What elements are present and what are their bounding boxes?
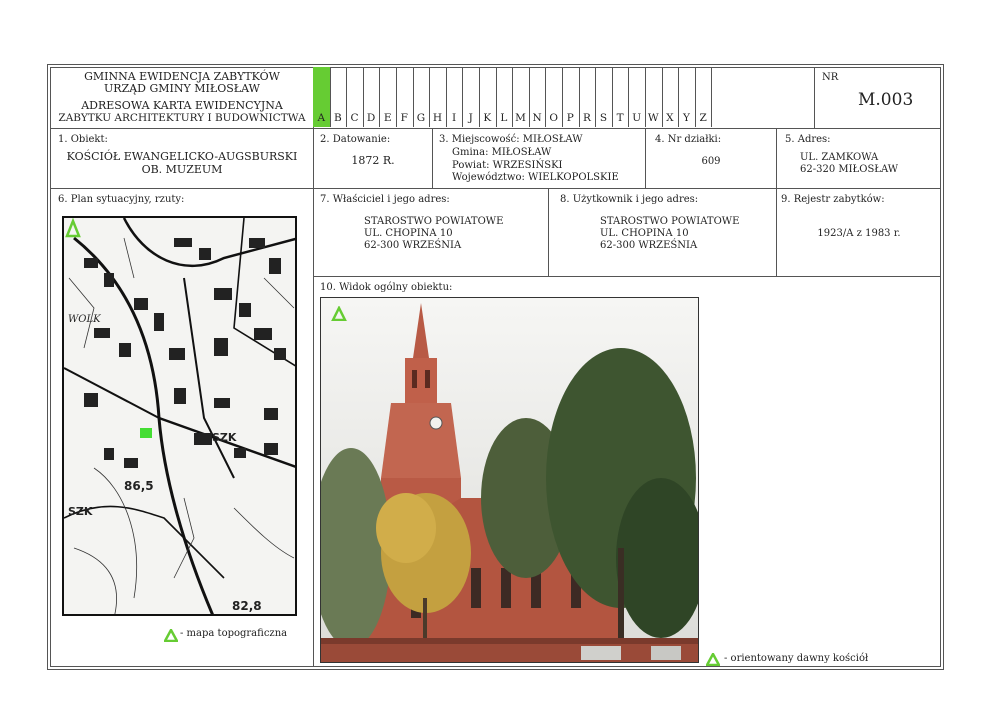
letter-label: J: [468, 112, 473, 124]
gmina-value: Gmina: MIŁOSŁAW: [452, 147, 552, 158]
col-divider-5: [548, 188, 549, 276]
nr-label: NR: [822, 72, 839, 83]
letter-index-w: [645, 67, 663, 127]
letter-label: E: [383, 112, 392, 124]
widok-label: 10. Widok ogólny obiektu:: [320, 282, 453, 293]
obiekt-line-1: KOŚCIÓŁ EWANGELICKO-AUGSBURSKI: [66, 150, 298, 163]
col-divider-2: [432, 128, 433, 188]
letter-index-k: [479, 67, 497, 127]
letter-index-p: [562, 67, 580, 127]
wlasciciel-line-1: STAROSTWO POWIATOWE: [364, 216, 504, 227]
dzialka-label: 4. Nr działki:: [655, 134, 722, 145]
letter-label: K: [483, 112, 492, 124]
letter-label: Z: [699, 112, 707, 124]
datowanie-label: 2. Datowanie:: [320, 134, 391, 145]
letter-label: A: [317, 112, 326, 124]
letter-index-n: [529, 67, 547, 127]
obiekt-label: 1. Obiekt:: [58, 134, 108, 145]
letter-label: I: [452, 112, 457, 124]
letter-label: B: [334, 112, 342, 124]
letter-label: Y: [683, 112, 690, 124]
letter-index-z: [695, 67, 713, 127]
letter-label: H: [432, 112, 443, 124]
letter-label: G: [416, 112, 426, 124]
letter-label: D: [366, 112, 376, 124]
rejestr-value: 1923/A z 1983 r.: [817, 228, 901, 239]
letter-index-g: [413, 67, 431, 127]
uzytkownik-line-1: STAROSTWO POWIATOWE: [600, 216, 740, 227]
letter-label: C: [350, 112, 359, 124]
map-legend-icon: [164, 627, 178, 640]
letter-index-s: [595, 67, 613, 127]
letter-label: W: [647, 112, 659, 124]
letter-index-h: [429, 67, 447, 127]
letter-index-l: [496, 67, 514, 127]
map-label-szk-2: SZK: [68, 505, 93, 518]
letter-index-e: [379, 67, 397, 127]
letter-index-c: [346, 67, 364, 127]
photo-legend-icon: [706, 651, 720, 664]
letter-label: U: [632, 112, 642, 124]
letter-index: [313, 67, 713, 127]
letter-label: F: [400, 112, 408, 124]
letter-index-f: [396, 67, 414, 127]
letter-index-a: [313, 67, 331, 127]
rejestr-label: 9. Rejestr zabytków:: [781, 194, 885, 205]
letter-label: X: [666, 112, 674, 124]
letter-label: S: [599, 112, 608, 124]
wlasciciel-label: 7. Właściciel i jego adres:: [320, 194, 450, 205]
adres-line-1: UL. ZAMKOWA: [800, 152, 879, 163]
header-line-1: GMINNA EWIDENCJA ZABYTKÓW: [84, 70, 280, 83]
letter-label: R: [582, 112, 591, 124]
letter-index-m: [512, 67, 530, 127]
letter-index-b: [330, 67, 348, 127]
letter-index-j: [462, 67, 480, 127]
uzytkownik-line-3: 62-300 WRZEŚNIA: [600, 240, 698, 251]
letter-index-i: [446, 67, 464, 127]
letter-label: P: [566, 112, 574, 124]
uzytkownik-line-2: UL. CHOPINA 10: [600, 228, 689, 239]
letter-index-x: [662, 67, 680, 127]
wlasciciel-line-3: 62-300 WRZEŚNIA: [364, 240, 462, 251]
church-photo-drawing: [321, 298, 699, 663]
dzialka-value: 609: [701, 156, 721, 167]
letter-index-y: [678, 67, 696, 127]
letter-index-d: [363, 67, 381, 127]
col-divider-4: [776, 128, 777, 276]
plan-label: 6. Plan sytuacyjny, rzuty:: [58, 194, 185, 205]
nr-value: M.003: [858, 90, 914, 110]
letter-index-u: [628, 67, 646, 127]
photo-legend-text: - orientowany dawny kościół: [724, 653, 869, 664]
map-elevation-1: 86,5: [124, 479, 154, 493]
uzytkownik-label: 8. Użytkownik i jego adres:: [560, 194, 699, 205]
map-label-wolk: WOLK: [68, 314, 101, 325]
powiat-value: Powiat: WRZESIŃSKI: [452, 160, 563, 171]
letter-label: N: [532, 112, 542, 124]
header-line-3: ADRESOWA KARTA EWIDENCYJNA: [81, 99, 283, 112]
row-divider-1: [50, 128, 941, 129]
map-church-marker: [140, 428, 152, 438]
letter-label: O: [549, 112, 558, 124]
map-legend-text: - mapa topograficzna: [180, 628, 288, 639]
datowanie-value: 1872 R.: [351, 154, 395, 167]
adres-line-2: 62-320 MIŁOSŁAW: [800, 164, 899, 175]
obiekt-line-2: OB. MUZEUM: [141, 163, 223, 176]
letter-index-r: [579, 67, 597, 127]
letter-label: M: [515, 112, 526, 124]
map-elevation-2: 82,8: [232, 599, 262, 613]
col-divider-nr: [814, 67, 815, 128]
header-line-4: ZABYTKU ARCHITEKTURY I BUDOWNICTWA: [58, 112, 306, 124]
letter-index-t: [612, 67, 630, 127]
letter-label: L: [500, 112, 508, 124]
church-photo: [320, 297, 699, 663]
map-drawing: [64, 218, 297, 616]
wlasciciel-line-2: UL. CHOPINA 10: [364, 228, 453, 239]
topographic-map: [62, 216, 297, 616]
header-line-2: URZĄD GMINY MIŁOSŁAW: [104, 82, 260, 95]
photo-corner-marker-icon: [331, 306, 347, 321]
map-label-szk-1: SZK: [212, 431, 237, 444]
row-divider-2: [50, 188, 941, 189]
letter-index-o: [545, 67, 563, 127]
miejscowosc-label: 3. Miejscowość: MIŁOSŁAW: [439, 134, 583, 145]
letter-label: T: [616, 112, 624, 124]
wojewodztwo-value: Województwo: WIELKOPOLSKIE: [452, 172, 619, 183]
row-divider-3: [313, 276, 941, 277]
adres-label: 5. Adres:: [785, 134, 831, 145]
